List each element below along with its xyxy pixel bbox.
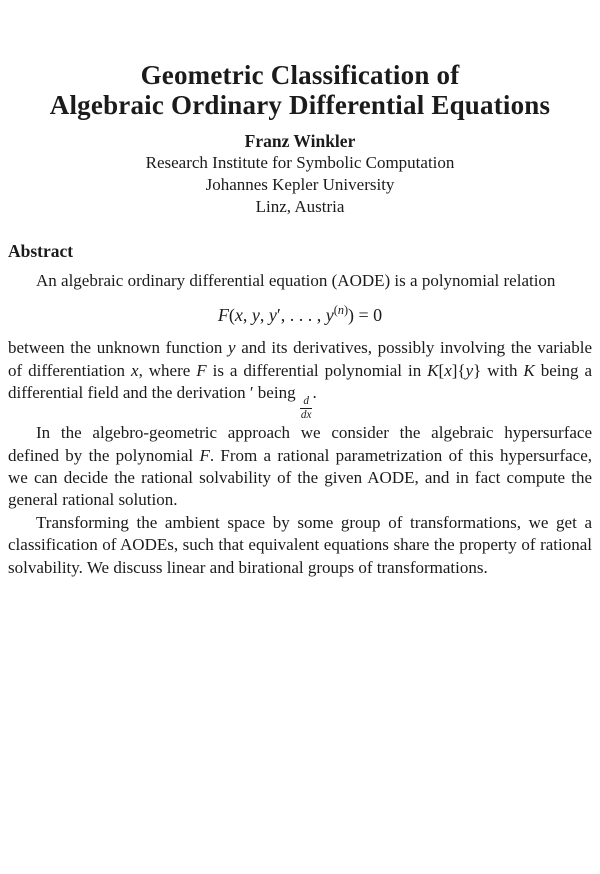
paper-title (8, 60, 592, 120)
paper-title-line-1: Geometric Classification of (140, 60, 460, 90)
affiliation-line-institute: Research Institute for Symbolic Computation (145, 153, 455, 172)
abstract-paragraph-3: Transforming the ambient space by some group of transformations, we get a classification of AODEs, such that equivalent equations share the property of rational solvability. We discuss linear and birational groups of transformations. (8, 512, 592, 577)
author-name: Franz Winkler (244, 131, 356, 151)
abstract-body (8, 270, 592, 579)
author-block (8, 130, 592, 218)
abstract-paragraph-1: An algebraic ordinary differential equation (AODE) is a polynomial relation (36, 271, 556, 290)
paper-title-line-2: Algebraic Ordinary Differential Equations (49, 90, 551, 120)
inline-fraction: $\frac{d}{dx}$ (300, 395, 312, 422)
display-equation: F(x, y, y′, . . . , $y^{(n)}) = 0$ (217, 303, 383, 326)
abstract-paragraph-2: In the algebro-geometric approach we consider the algebraic hypersurface defined by the polynomial F. From a rational parametrization of this hypersurface, we can decide the rational solvability of the given AODE, and in fact compute the general rational solution. (8, 423, 592, 510)
affiliation-line-university: Johannes Kepler University (205, 175, 395, 194)
affiliation-line-city: Linz, Austria (255, 197, 345, 216)
abstract-heading: Abstract (8, 241, 74, 261)
abstract-paragraph-1-continued: between the unknown function y and its derivatives, possibly involving the variable of differentiation x, where F is a differential polynomial in K[x]{y} with K being a differential field and the derivation ′ being $\frac{d}{dx}$ . (8, 338, 592, 422)
